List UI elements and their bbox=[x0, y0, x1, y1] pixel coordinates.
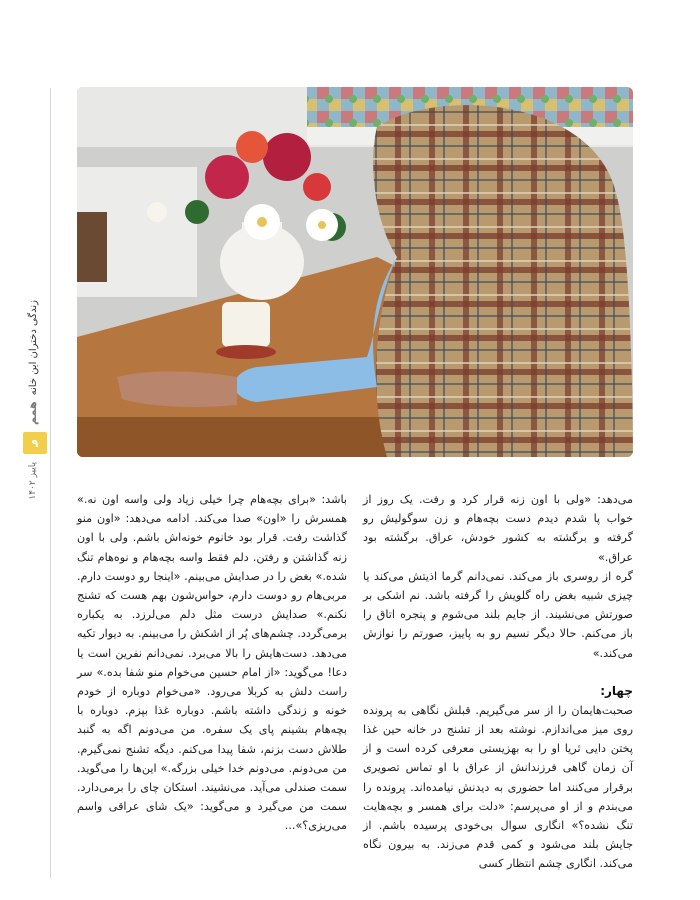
article-column-right bbox=[363, 490, 633, 874]
photo-illustration bbox=[77, 87, 633, 457]
article-paragraph: باشد: «برای بچه‌هام چرا خیلی زیاد ولی واسه اون نه.» همسرش را «اون» صدا می‌کند. ادامه می‌دهد: «اون منو گذاشت رفت. قرار بود خانوم خونه‌اش باشم. ولی با اون زنه گذاشتن و رفتن. دلم فقط واسه بچه‌هام و نوه‌هام تنگ شده.» بغض را در صدایش می‌بینم. «اینجا رو دوست دارم. مربی‌هام رو دوست دارم، حواس‌شون بهم هست که تشنج نکنم.» صدایش درست مثل دلم می‌لرزد. به یکباره برمی‌گردد. چشم‌های پُر از اشکش را می‌بینم. به دیوار تکیه می‌دهد. دست‌هایش را بالا می‌برد. نمی‌دانم نفرین است یا دعا! می‌گوید: «از امام حسین می‌خوام منو شفا بده.» سر راست دلش به کربلا می‌رود. «می‌خوام دوباره از خودم خونه و زندگی داشته باشم. دوباره غذا بپزم. دوباره با بچه‌هام بشینم پای یک سفره. من می‌دونم اگه به گنبد طلاش دست بزنم، شفا پیدا می‌کنم. دیگه تشنج نمی‌گیرم. من می‌دونم. می‌دونم خدا خیلی بزرگه.» این‌ها را می‌گوید. سمت صندلی می‌آید. می‌نشیند. استکان چای را برمی‌دارد. سمت من می‌گیرد و می‌گوید: «یک شای عراقی واسم می‌ریزی؟»... bbox=[77, 493, 347, 833]
page-number: ۹ bbox=[23, 432, 47, 454]
article-paragraph: گره از روسری باز می‌کند. نمی‌دانم گرما اذیتش می‌کند یا چیزی شبیه بغض راه گلویش را گرفته باشد. نم اشکی بر صورتش می‌نشیند. از جایم بلند می‌شوم و پنجره اتاق را باز می‌کنم. حالا دیگر نسیم رو به پاییز، صورتم را نوازش می‌کند.» bbox=[363, 569, 633, 660]
running-title: زندگی دختران این خانه bbox=[28, 300, 39, 396]
article-photo bbox=[77, 87, 633, 457]
article-paragraph: صحبت‌هایمان را از سر می‌گیریم. قبلش نگاهی به پرونده روی میز می‌اندازم. نوشته بعد از تشنج در خانه حین غذا پختن دایی ثریا او را به بهزیستی معرفی کرده است و از آن زمان گاهی فرزندانش از عراق با او تماس تصویری برقرار می‌کنند اما حضوری به دیدنش نیامده‌اند. پرونده را می‌بندم و از او می‌پرسم: «دلت برای همسر و بچه‌هایت تنگ نشده؟» انگاری سوال بی‌خودی پرسیده باشم. از جایش بلند می‌شود و کمی قدم می‌زند. به بیرون نگاه می‌کند. انگاری چشم انتظار کسی bbox=[363, 703, 633, 871]
magazine-logo: همم bbox=[26, 401, 39, 425]
article-paragraph: می‌دهد: «ولی با اون زنه قرار کرد و رفت. یک روز از خواب پا شدم دیدم دست بچه‌هام و زن سوگولیش رو گرفته و برگشته به کشور خودش، عراق. برگشته بود عراق.» bbox=[363, 493, 633, 564]
margin-divider bbox=[50, 88, 51, 878]
section-heading: چهار: bbox=[600, 683, 633, 698]
issue-date: پاییز ۱۴۰۲ bbox=[28, 462, 38, 500]
article-column-left bbox=[77, 490, 347, 836]
